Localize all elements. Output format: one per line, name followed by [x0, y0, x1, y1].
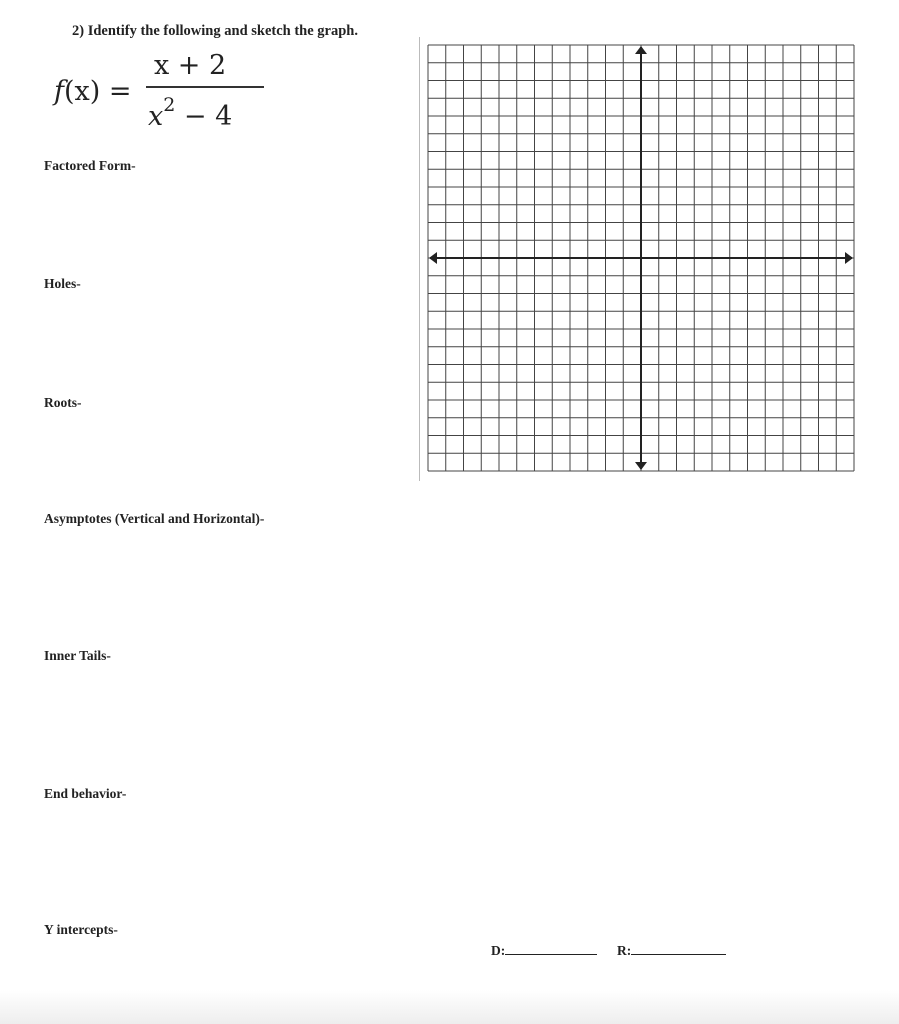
- domain-field: [491, 942, 597, 959]
- arrow-right-icon: [845, 252, 853, 264]
- label-holes: Holes-: [44, 276, 81, 291]
- label-end-behavior: End behavior-: [44, 786, 127, 801]
- fraction-bar: [146, 86, 264, 88]
- range-blank: [631, 942, 726, 955]
- formula-lhs: (x) =: [64, 76, 132, 107]
- range-label: R:: [617, 943, 632, 958]
- formula-numerator: x + 2: [154, 50, 227, 81]
- arrow-up-icon: [635, 46, 647, 54]
- domain-label: D:: [491, 943, 506, 958]
- page-bottom-shade: [0, 990, 899, 1024]
- formula-f: f: [54, 76, 64, 107]
- label-roots: Roots-: [44, 395, 82, 410]
- range-field: [617, 942, 726, 959]
- label-asymptotes: Asymptotes (Vertical and Horizontal)-: [44, 511, 265, 526]
- label-inner-tails: Inner Tails-: [44, 648, 111, 663]
- label-factored-form: Factored Form-: [44, 158, 136, 173]
- arrow-down-icon: [635, 462, 647, 470]
- problem-heading: 2) Identify the following and sketch the graph.: [72, 23, 358, 39]
- domain-blank: [505, 942, 597, 955]
- formula-denominator: $x^2 - 4$: [148, 94, 233, 132]
- coordinate-grid: [420, 38, 865, 480]
- label-y-intercepts: Y intercepts-: [44, 922, 118, 937]
- arrow-left-icon: [429, 252, 437, 264]
